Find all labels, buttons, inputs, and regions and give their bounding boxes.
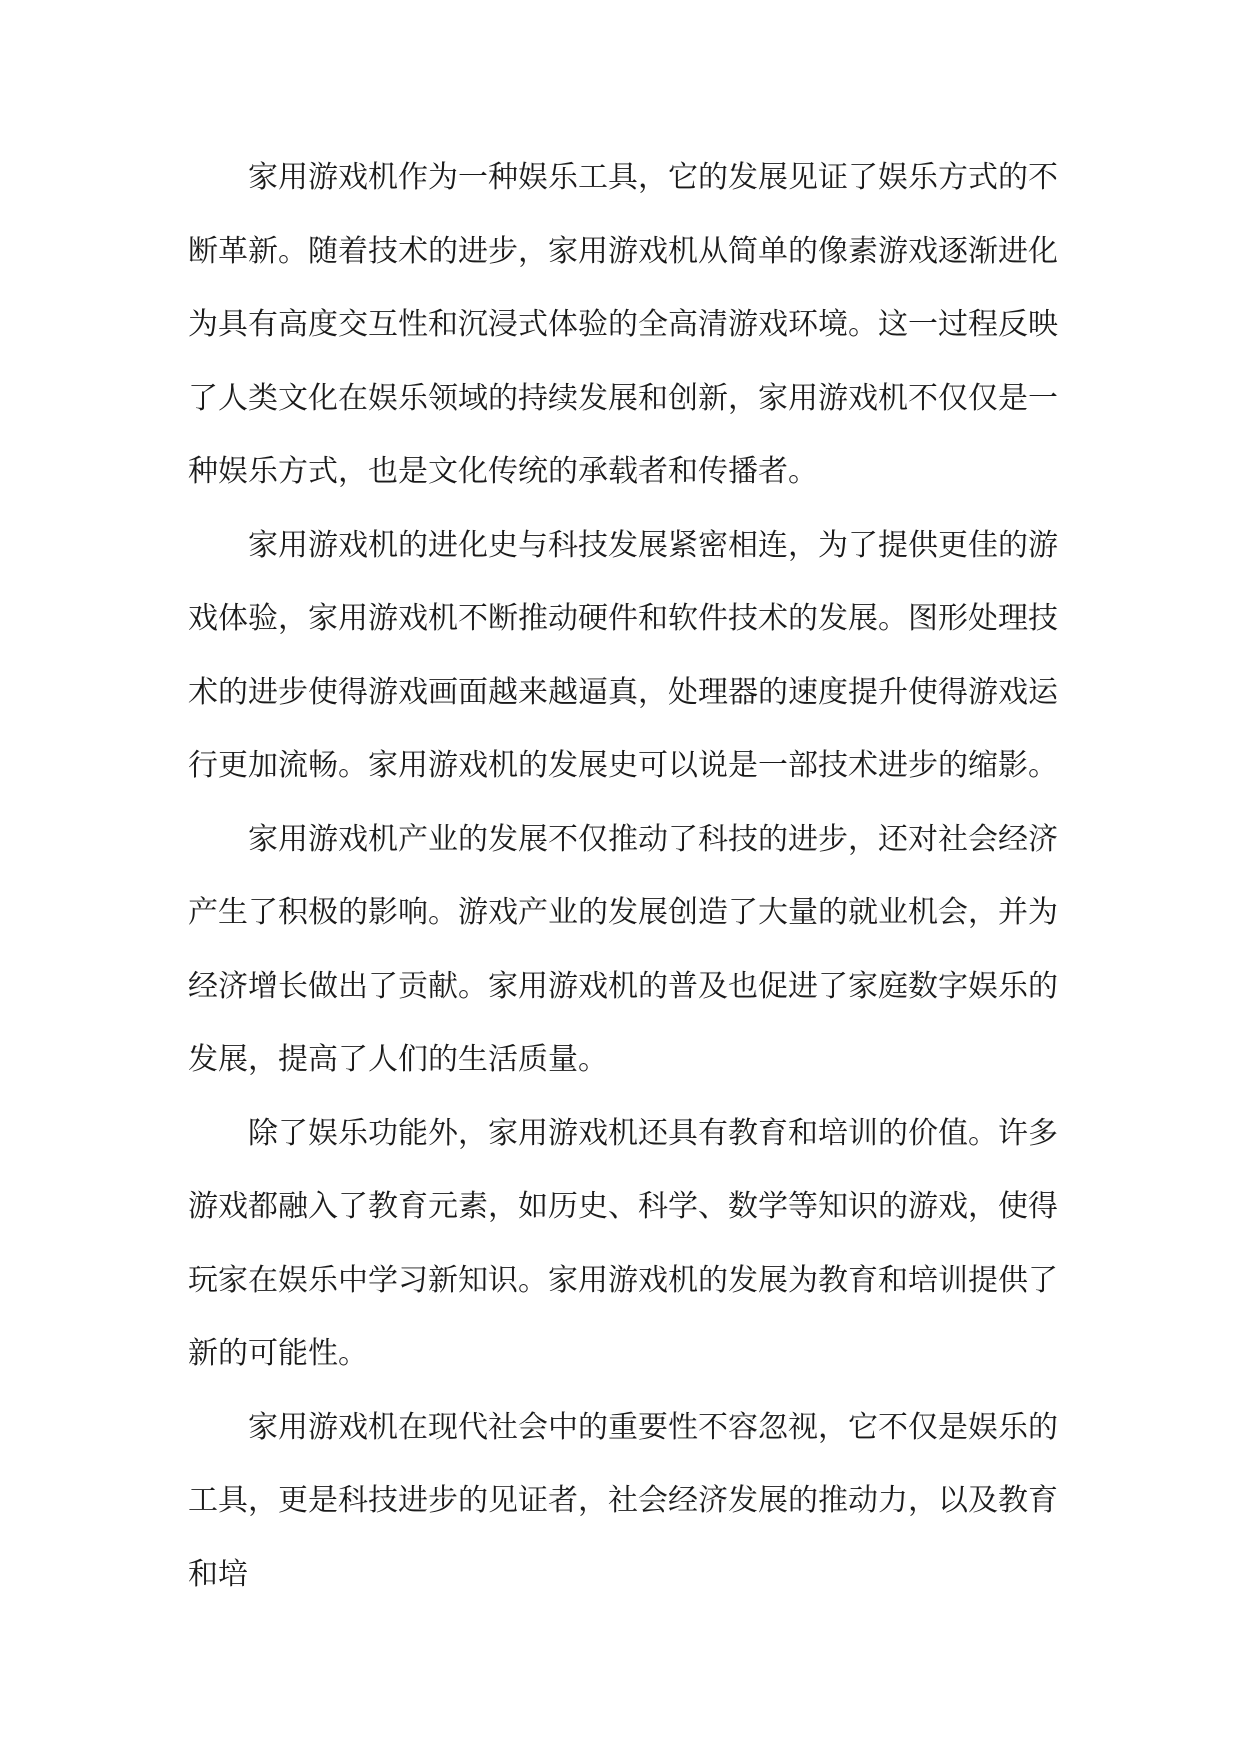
paragraph-5: 家用游戏机在现代社会中的重要性不容忽视，它不仅是娱乐的工具，更是科技进步的见证者，社会经济发展的推动力，以及教育和培 (188, 1409, 1058, 1592)
document-body (188, 141, 1058, 1611)
paragraph-3: 家用游戏机产业的发展不仅推动了科技的进步，还对社会经济产生了积极的影响。游戏产业的发展创造了大量的就业机会，并为经济增长做出了贡献。家用游戏机的普及也促进了家庭数字娱乐的发展，提高了人们的生活质量。 (188, 821, 1058, 1077)
paragraph-2: 家用游戏机的进化史与科技发展紧密相连，为了提供更佳的游戏体验，家用游戏机不断推动硬件和软件技术的发展。图形处理技术的进步使得游戏画面越来越逼真，处理器的速度提升使得游戏运行更加流畅。家用游戏机的发展史可以说是一部技术进步的缩影。 (188, 527, 1058, 783)
paragraph-1: 家用游戏机作为一种娱乐工具，它的发展见证了娱乐方式的不断革新。随着技术的进步，家用游戏机从简单的像素游戏逐渐进化为具有高度交互性和沉浸式体验的全高清游戏环境。这一过程反映了人类文化在娱乐领域的持续发展和创新，家用游戏机不仅仅是一种娱乐方式，也是文化传统的承载者和传播者。 (188, 160, 1058, 489)
paragraph-4: 除了娱乐功能外，家用游戏机还具有教育和培训的价值。许多游戏都融入了教育元素，如历史、科学、数学等知识的游戏，使得玩家在娱乐中学习新知识。家用游戏机的发展为教育和培训提供了新的可能性。 (188, 1115, 1058, 1371)
